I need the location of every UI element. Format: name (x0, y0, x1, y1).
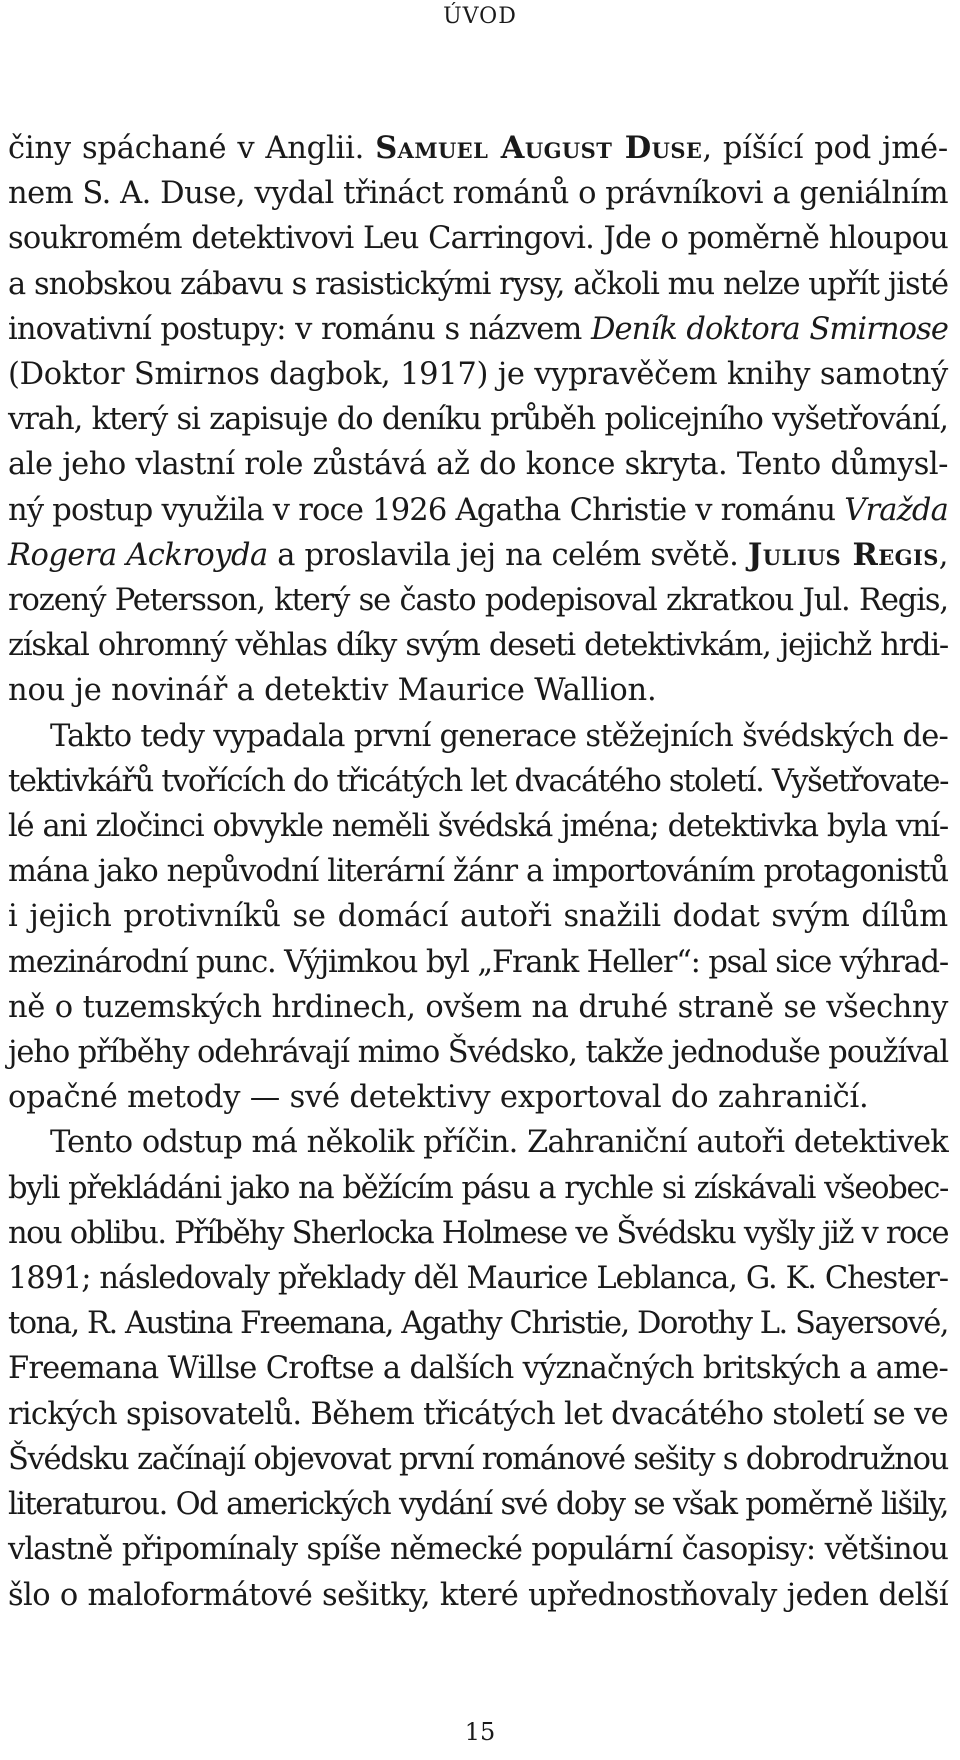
text-line (8, 126, 948, 171)
text-line: získal ohromný věhlas díky svým deseti detektivkám, jejichž hrdi- (8, 628, 948, 664)
text-line: lé ani zločinci obvykle neměli švédská jména; detektivka byla vní- (8, 809, 948, 845)
body-text (8, 126, 948, 1618)
text-line: ně o tuzemských hrdinech, ovšem na druhé straně se všechny (8, 989, 948, 1025)
text-line: šlo o maloformátové sešitky, které upřednostňovaly jeden delší (8, 1577, 948, 1613)
text-line: tektivkářů tvořících do třicátých let dvacátého století. Vyšetřovate- (8, 763, 948, 799)
text-line: Takto tedy vypadala první generace stěžejních švédských de- (50, 718, 948, 754)
text-segment: a proslavila jej na celém světě. (267, 537, 748, 573)
text-segment: , píšící pod jmé- (702, 131, 948, 166)
page-number: 15 (464, 1718, 496, 1746)
text-line: literaturou. Od amerických vydání své doby se však poměrně lišily, (8, 1487, 948, 1523)
text-line: vlastně připomínaly spíše německé populární časopisy: většinou (8, 1532, 948, 1568)
text-line: Švédsku začínají objevovat první románové sešity s dobrodružnou (8, 1441, 948, 1477)
text-line: Tento odstup má několik příčin. Zahraniční autoři detektivek (50, 1125, 948, 1161)
text-line: vrah, který si zapisuje do deníku průběh policejního vyšetřování, (8, 402, 948, 438)
text-segment: , (938, 537, 948, 573)
running-head: ÚVOD (443, 4, 517, 29)
text-line (8, 533, 948, 578)
text-line: Freemana Willse Croftse a dalších význačných britských a ame- (8, 1351, 948, 1387)
text-segment: inovativní postupy: v románu s názvem (8, 311, 591, 347)
text-line: nou oblibu. Příběhy Sherlocka Holmese ve Švédsku vyšly již v roce (8, 1215, 948, 1251)
text-line: a snobskou zábavu s rasistickými rysy, ačkoli mu nelze upřít jisté (8, 266, 948, 302)
text-segment: činy spáchané v Anglii. (8, 131, 376, 166)
text-line (8, 307, 948, 352)
text-line: ale jeho vlastní role zůstává až do konce skryta. Tento důmysl- (8, 447, 948, 483)
text-line: 1891; následovaly překlady děl Maurice Leblanca, G. K. Chester- (8, 1261, 948, 1297)
text-line: rických spisovatelů. Během třicátých let dvacátého století se ve (8, 1396, 948, 1432)
author-name: Julius Regis (747, 536, 939, 573)
text-line: byli překládáni jako na běžícím pásu a rychle si získávali všeobec- (8, 1170, 948, 1206)
book-title: Deník doktora Smirnose (590, 311, 948, 347)
text-line: (Doktor Smirnos dagbok, 1917) je vypravěčem knihy samotný (8, 357, 948, 393)
text-line: mezinárodní punc. Výjimkou byl „Frank Heller“: psal sice výhrad- (8, 944, 948, 980)
book-title: Vražda (844, 492, 948, 528)
text-line: soukromém detektivovi Leu Carringovi. Jde o poměrně hloupou (8, 221, 948, 257)
author-name: Samuel August Duse (375, 130, 703, 166)
text-line: opačné metody — své detektivy exportoval do zahraničí. (8, 1080, 869, 1116)
text-line: tona, R. Austina Freemana, Agathy Christie, Dorothy L. Sayersové, (8, 1306, 948, 1342)
text-line: nou je novinář a detektiv Maurice Wallion. (8, 673, 657, 709)
text-line: i jejich protivníků se domácí autoři snažili dodat svým dílům (8, 899, 948, 935)
text-segment: ný postup využila v roce 1926 Agatha Christie v románu (8, 492, 845, 528)
book-title: Rogera Ackroyda (8, 537, 268, 573)
text-line: nem S. A. Duse, vydal třináct románů o právníkovi a geniálním (8, 176, 948, 212)
text-line: jeho příběhy odehrávají mimo Švédsko, takže jednoduše používal (8, 1035, 948, 1071)
text-line (8, 488, 948, 533)
text-line: mána jako nepůvodní literární žánr a importováním protagonistů (8, 854, 948, 890)
text-line: rozený Petersson, který se často podepisoval zkratkou Jul. Regis, (8, 583, 948, 619)
